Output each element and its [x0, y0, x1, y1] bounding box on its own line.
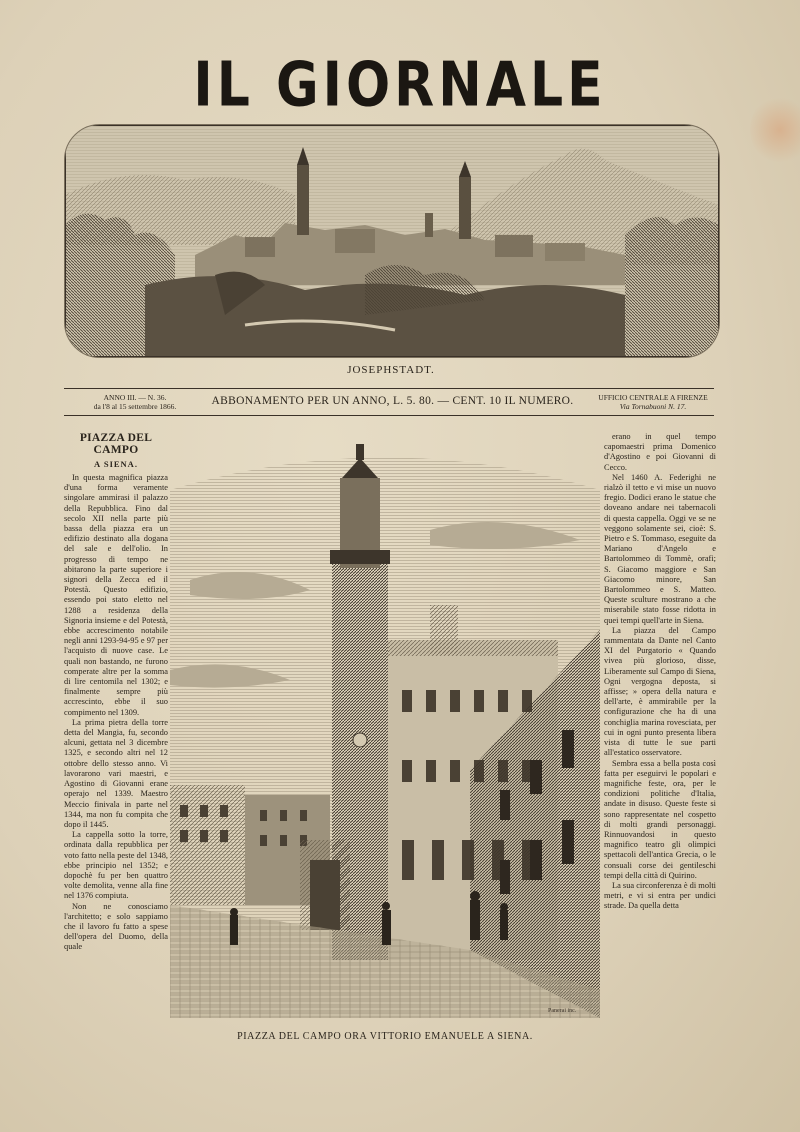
piazza-illustration — [170, 430, 600, 1018]
office-info — [592, 393, 714, 411]
paper-stain — [750, 95, 800, 165]
main-engraving-piazza — [170, 430, 600, 1018]
office-name: UFFICIO CENTRALE A FIRENZE — [598, 393, 708, 402]
landscape-illustration — [65, 125, 719, 357]
main-image-caption: PIAZZA DEL CAMPO ORA VITTORIO EMANUELE A SIENA. — [237, 1031, 533, 1042]
paragraph: La prima pietra della torre detta del Mangia, fu, secondo alcuni, gettata nel 3 dicembre 1325, e secondo altri nel 12 ottobre dello stesso anno. Vi lavorarono vari maestri, e Agostino di Giovanni erane operajo nel 1339. Maestro Meccio finivala in parte nel 1344, ma non fu compita che dopo il 1445. — [64, 717, 168, 829]
issue-number: ANNO III. — N. 36. — [103, 393, 167, 402]
article-right-column — [604, 432, 716, 912]
rule-bottom — [64, 415, 714, 416]
issue-dates: da l'8 al 15 settembre 1866. — [93, 402, 177, 411]
office-address: Via Tornabuoni N. 17. — [619, 402, 687, 411]
paragraph: Sembra essa a bella posta così fatta per eseguirvi le popolari e magnifiche feste, ora, per le condizioni politiche d'Italia, andate in disuso. Queste feste si sono rappresentate nel cospetto di molti grandi personaggi. Rinnuovandosi in questo magnifico teatro gli olimpici spettacoli dell'antica Grecia, o le consuali corse dei gentileschi tempi della città di Quirino. — [604, 758, 716, 880]
masthead-title: IL GIORNALE — [193, 50, 607, 121]
paragraph: La cappella sotto la torre, ordinata dalla repubblica per voto fatto nella peste del 1348, ebbe principio nel 1352; e dopochè fu per ben quattro volte demolita, venne alla fine nel 1376 compiuta. — [64, 830, 168, 901]
article-left-column — [64, 432, 168, 953]
top-image-caption: JOSEPHSTADT. — [347, 364, 435, 376]
subscription-info: ABBONAMENTO PER UN ANNO, L. 5. 80. — CENT. 10 IL NUMERO. — [211, 395, 574, 407]
article-left-text — [64, 473, 168, 953]
paragraph: La piazza del Campo rammentata da Dante nel Canto XI del Purgatorio « Quando vivea più glorioso, disse, Liberamente sul Campo di Siena, Ogni vergogna deposta, si affisse; » opera della natura e dell'arte, è ammirabile per la configurazione che ha di una conchiglia marina rovesciata, per cui in ogni punto presenta libera vista di tutte le sue parti all'estatico osservatore. — [604, 625, 716, 758]
paragraph: In questa magnifica piazza d'una forma veramente singolare ammirasi il palazzo della Repubblica. Fino dal secolo XII nella parte più bassa della piazza era un edifizio destinato alla dogana del sale e dell'olio. In progresso di tempo ne abitarono la parte superiore i signori della Zecca ed il Potestà. Questo edifizio, essendo poi stato eletto nel 1288 a residenza della Signoria insieme e del Potestà, ebbe accrescimento notabile negli anni 1293-94-95 e 97 per l'acquisto di nuove case. Le quali non bastando, ne furono comperate altre per la somma di lire centomila nel 1302; e finalmente sempre più accrescinto, ebbe il suo compimento nel 1309. — [64, 473, 168, 717]
rule-top — [64, 388, 714, 389]
engraver-signature: Panerai inc. — [548, 1008, 577, 1014]
top-engraving-josephstadt — [64, 124, 720, 358]
paragraph: Non ne conosciamo l'architetto; e solo sappiamo che il lavoro fu fatto a spese dell'opera del Duomo, della quale — [64, 901, 168, 952]
paragraph: erano in quel tempo capomaestri prima Domenico d'Agostino e poi Giovanni di Cecco. — [604, 432, 716, 472]
article-right-text — [604, 432, 716, 912]
article-subtitle: A SIENA. — [94, 459, 138, 469]
paragraph: Nel 1460 A. Federighi ne rialzò il tetto e vi mise un nuovo fregio. Dodici erano le statue che doveano andare nei tabernacoli di questa cappella. Oggi ve se ne veggono solamente sei, cioè: S. Pietro e S. Tommaso, eseguite da Mariano d'Angelo e Bartolommeo di Tommè, orafi; S. Giacomo maggiore e San Giacomo minore, San Bartolommeo e S. Matteo. Queste sculture mostrano a che miserabile stato fosse ridotta in quei tempi quell'arte in Siena. — [604, 472, 716, 625]
paragraph: La sua circonferenza è di molti metri, e vi si entra per undici strade. Da quella detta — [604, 880, 716, 911]
issue-info — [70, 393, 200, 411]
article-title: PIAZZA DEL CAMPO — [79, 432, 153, 456]
